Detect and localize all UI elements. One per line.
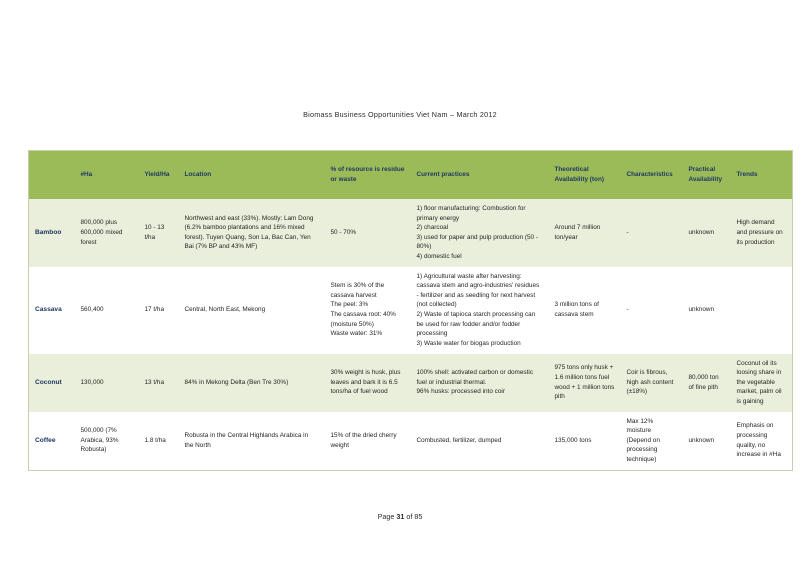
cell-yield: 13 t/ha: [139, 354, 179, 412]
cell-crop: Coffee: [29, 412, 75, 471]
cell-characteristics: Max 12% moisture (Depend on processing technique): [621, 412, 683, 471]
running-header: Biomass Business Opportunities Viet Nam – March 2012: [303, 110, 497, 119]
table-row: [29, 412, 793, 471]
cell-yield: 1.8 t/ha: [139, 412, 179, 471]
column-header-trends: Trends: [731, 151, 793, 200]
cell-practical: 80,000 ton of fine pith: [683, 354, 731, 412]
cell-crop: Cassava: [29, 267, 75, 354]
footer-suffix: of 85: [404, 512, 423, 521]
cell-practical: unknown: [683, 412, 731, 471]
cell-crop: Coconut: [29, 354, 75, 412]
cell-ha: 130,000: [75, 354, 139, 412]
table-header-row: [29, 151, 793, 200]
column-header-yield: Yield/Ha: [139, 151, 179, 200]
column-header-crop: [29, 151, 75, 200]
cell-practical: unknown: [683, 199, 731, 267]
cell-residue: 50 - 70%: [325, 199, 411, 267]
cell-practices: Combusted, fertilizer, dumped: [411, 412, 549, 471]
cell-trends: [731, 267, 793, 354]
table-header: [29, 151, 793, 200]
cell-practices: 1) floor manufacturing: Combustion for primary energy 2) charcoal 3) used for paper and pulp production (50 - 80%) 4) domestic fuel: [411, 199, 549, 267]
column-header-practical: Practical Availability: [683, 151, 731, 200]
cell-location: Central, North East, Mekong: [179, 267, 325, 354]
cell-ha: 560,400: [75, 267, 139, 354]
cell-characteristics: -: [621, 199, 683, 267]
page-footer: [0, 512, 800, 521]
footer-prefix: Page: [377, 512, 397, 521]
cell-trends: Coconut oil its loosing share in the vegetable market, palm oil is gaining: [731, 354, 793, 412]
cell-characteristics: Coir is fibrous, high ash content (±18%): [621, 354, 683, 412]
column-header-characteristics: Characteristics: [621, 151, 683, 200]
cell-residue: Stem is 30% of the cassava harvest The peel: 3% The cassava root: 40% (moisture 50%) Waste water: 31%: [325, 267, 411, 354]
table-row: [29, 354, 793, 412]
cell-trends: High demand and pressure on its production: [731, 199, 793, 267]
cell-practices: 100% shell: activated carbon or domestic fuel or industrial thermal. 96% husks: processed into coir: [411, 354, 549, 412]
table-body: [29, 199, 793, 470]
column-header-theoretical: Theoretical Availability (ton): [549, 151, 621, 200]
column-header-practices: Current practices: [411, 151, 549, 200]
cell-characteristics: -: [621, 267, 683, 354]
cell-theoretical: 975 tons only husk + 1.6 million tons fuel wood + 1 million tons pith: [549, 354, 621, 412]
cell-practical: unknown: [683, 267, 731, 354]
cell-location: Northwest and east (33%). Mostly: Lam Dong (6.2% bamboo plantations and 16% mixed forest). Tuyen Quang, Son La, Bac Can, Yen Bai (7% BP and 43% MF): [179, 199, 325, 267]
table-row: [29, 267, 793, 354]
footer-page-number: 31: [396, 512, 405, 521]
cell-theoretical: Around 7 million ton/year: [549, 199, 621, 267]
cell-ha: 800,000 plus 600,000 mixed forest: [75, 199, 139, 267]
cell-yield: 10 - 13 t/ha: [139, 199, 179, 267]
table-row: [29, 199, 793, 267]
column-header-ha: #Ha: [75, 151, 139, 200]
column-header-residue: % of resource is residue or waste: [325, 151, 411, 200]
cell-location: 84% in Mekong Delta (Ben Tre 30%): [179, 354, 325, 412]
cell-theoretical: 135,000 tons: [549, 412, 621, 471]
column-header-location: Location: [179, 151, 325, 200]
biomass-table-container: [28, 150, 783, 471]
cell-location: Robusta in the Central Highlands Arabica in the North: [179, 412, 325, 471]
cell-residue: 30% weight is husk, plus leaves and bark it is 6.5 tons/ha of fuel wood: [325, 354, 411, 412]
cell-trends: Emphasis on processing quality, no increase in #Ha: [731, 412, 793, 471]
biomass-opportunities-table: [28, 150, 793, 471]
cell-ha: 500,000 (7% Arabica, 93% Robusta): [75, 412, 139, 471]
cell-residue: 15% of the dried cherry weight: [325, 412, 411, 471]
cell-theoretical: 3 million tons of cassava stem: [549, 267, 621, 354]
cell-practices: 1) Agricultural waste after harvesting: cassava stem and agro-industries' residues - fertilizer and as seedling for next harvest (not collected) 2) Waste of tapioca starch processing can be used for raw fodder and/or fodder processing 3) Waste water for biogas production: [411, 267, 549, 354]
cell-crop: Bamboo: [29, 199, 75, 267]
cell-yield: 17 t/ha: [139, 267, 179, 354]
